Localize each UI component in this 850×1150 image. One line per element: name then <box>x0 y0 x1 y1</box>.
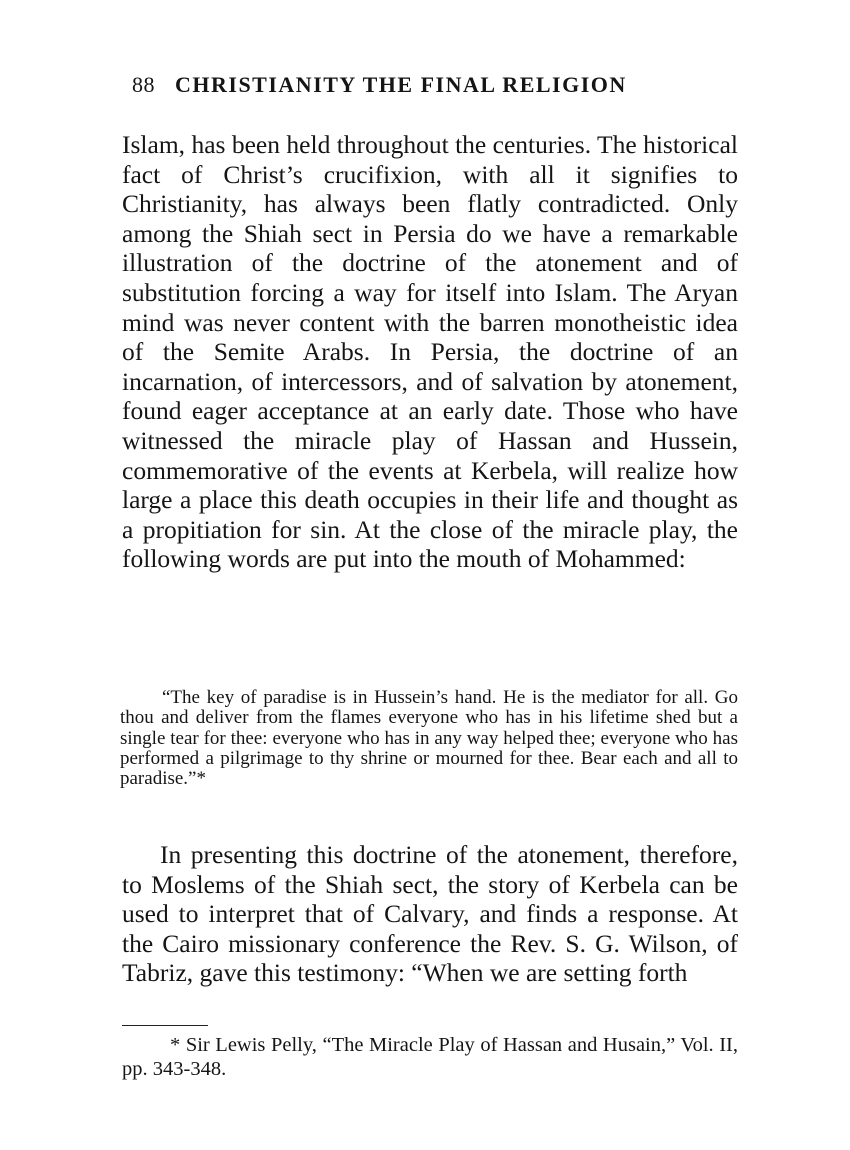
footnote-divider <box>122 1025 208 1026</box>
body-paragraph: Islam, has been held throughout the centuries. The historical fact of Christ’s crucifixion, with all it signifies to Christianity, has always been flatly contradicted. Only among the Shiah sect in Persia do we have a remarkable illustration of the doctrine of the atonement and of substitution forcing a way for itself into Islam. The Aryan mind was never content with the barren monotheistic idea of the Semite Arabs. In Persia, the doctrine of an incarnation, of intercessors, and of salvation by atonement, found eager acceptance at an early date. Those who have witnessed the miracle play of Hassan and Hussein, commemorative of the events at Kerbela, will realize how large a place this death occupies in their life and thought as a propitiation for sin. At the close of the miracle play, the following words are put into the mouth of Mohammed: <box>122 130 738 574</box>
body-paragraph: In presenting this doctrine of the atonement, therefore, to Moslems of the Shiah sect, the story of Kerbela can be used to interpret that of Calvary, and finds a response. At the Cairo missionary conference the Rev. S. G. Wilson, of Tabriz, gave this testimony: “When we are setting forth <box>122 840 738 988</box>
page-number: 88 <box>132 72 155 97</box>
block-quote: “The key of paradise is in Hussein’s hand. He is the mediator for all. Go thou and deliver from the flames everyone who has in his lifetime shed but a single tear for thee: everyone who has in any way helped thee; everyone who has performed a pilgrimage to thy shrine or mourned for thee. Bear each and all to paradise.”* <box>120 687 738 790</box>
running-header <box>132 72 692 98</box>
running-title: CHRISTIANITY THE FINAL RELIGION <box>175 72 627 97</box>
footnote: * Sir Lewis Pelly, “The Miracle Play of Hassan and Husain,” Vol. II, pp. 343-348. <box>122 1034 738 1080</box>
